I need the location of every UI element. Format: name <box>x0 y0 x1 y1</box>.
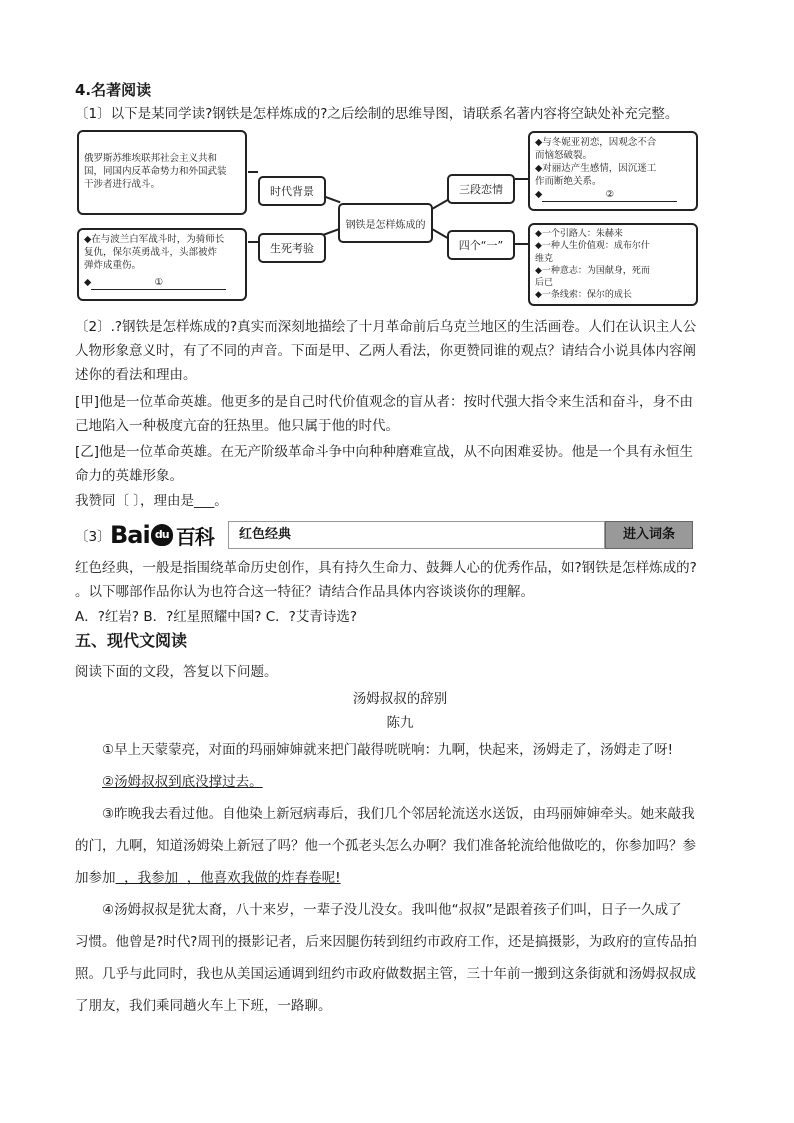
question-4-3-label: 〔3〕 <box>75 529 111 545</box>
paragraph-2-underlined: ②汤姆叔叔到底没撑过去。 <box>102 774 263 790</box>
question-4-2-line1: 〔2〕.?钢铁是怎样炼成的?真实而深刻地描绘了十月革命前后乌克兰地区的生活画卷。人们在认识主人公 <box>75 319 697 335</box>
blank-1: ① <box>91 276 226 290</box>
mind-map <box>75 128 725 308</box>
opinion-yi-line2: 命力的英雄形象。 <box>75 468 183 484</box>
node-life-death-trial: 生死考验 <box>258 233 326 263</box>
underlined-phrase: ，我参加 ，他喜欢我做的炸春卷呢! <box>124 870 341 886</box>
blank-2: ② <box>542 188 677 202</box>
paragraph-4-line2: 习惯。他曾是?时代?周刊的摄影记者，后来因腿伤转到纽约市政府工作，还是搞摄影，为政府的宣传品拍 <box>75 934 697 950</box>
paragraph-1: ①早上天蒙蒙亮，对面的玛丽婶婶就来把门敲得咣咣响：九啊，快起来，汤姆走了，汤姆走了呀! <box>102 742 674 758</box>
red-classic-line1: 红色经典，一般是指围绕革命历史创作，具有持久生命力、鼓舞人心的优秀作品，如?钢铁是怎样炼成的? <box>75 560 697 576</box>
search-input[interactable]: 红色经典 <box>228 521 605 549</box>
question-4-2-line3: 述你的看法和理由。 <box>75 367 197 383</box>
opinion-jia-line2: 己地陷入一种极度亢奋的狂热里。他只属于他的时代。 <box>75 418 399 434</box>
baidu-baike-search-bar <box>75 519 715 551</box>
box-four-ones: ◆一个引路人：朱赫来 ◆一种人生价值观：成布尔什 维克 ◆一种意志：为国献身，死而 后已 ◆一条线索：保尔的成长 <box>528 223 698 306</box>
box-three-loves: ◆与冬妮亚初恋，因观念不合 而恼怒破裂。 ◆对丽达产生感情，因沉迷工 作而断绝关系。 ◆ ② <box>528 131 698 211</box>
agree-answer-line: 我赞同〔 〕，理由是___。 <box>75 493 228 509</box>
reading-intro: 阅读下面的文段，答复以下问题。 <box>75 664 278 680</box>
enter-entry-button[interactable]: 进入词条 <box>605 521 693 549</box>
box-times-background: 俄罗斯苏维埃联邦社会主义共和 国，同国内反革命势力和外国武装 干涉者进行战斗。 <box>77 130 247 215</box>
paragraph-3-line2: 的门，九啊，知道汤姆染上新冠了吗？他一个孤老头怎么办啊？我们准备轮流给他做吃的，你参加吗？参 <box>75 838 696 854</box>
article-title: 汤姆叔叔的辞别 <box>352 691 448 707</box>
baidu-baike-logo: Bai du 百科 <box>110 521 214 549</box>
section-heading-4: 4.名著阅读 <box>75 81 152 99</box>
question-4-1: 〔1〕以下是某同学读?钢铁是怎样炼成的?之后绘制的思维导图，请联系名著内容将空缺处补充完整。 <box>75 106 679 122</box>
node-three-loves: 三段恋情 <box>447 174 515 204</box>
answer-options: A．?红岩? B．?红星照耀中国? C．?艾青诗选? <box>75 609 357 625</box>
opinion-jia-line1: [甲]他是一位革命英雄。他更多的是自己时代价值观念的盲从者：按时代强大指令来生活和奋斗，身不由 <box>75 394 694 410</box>
node-times-background: 时代背景 <box>258 176 326 206</box>
section-heading-5: 五、现代文阅读 <box>75 631 188 650</box>
paragraph-4-line4: 了朋友，我们乘同趟火车上下班，一路聊。 <box>75 998 332 1014</box>
question-4-2-line2: 人物形象意义时，有了不同的声音。下面是甲、乙两人看法，你更赞同谁的观点？请结合小说具体内容阐 <box>75 343 696 359</box>
paragraph-4-line1: ④汤姆叔叔是犹太裔，八十来岁，一辈子没儿没女。我叫他“叔叔”是跟着孩子们叫，日子一久成了 <box>102 902 682 918</box>
paragraph-3-line1: ③昨晚我去看过他。自他染上新冠病毒后，我们几个邻居轮流送水送饭，由玛丽婶婶牵头。她来敲我 <box>102 806 695 822</box>
node-center-title: 钢铁是怎样炼成的 <box>338 203 433 243</box>
opinion-yi-line1: [乙]他是一位革命英雄。在无产阶级革命斗争中向种种磨难宣战，从不向困难妥协。他是一个具有永恒生 <box>75 444 694 460</box>
box-life-death-trial: ◆在与波兰白军战斗时，为骑师长 复仇，保尔英勇战斗，头部被炸 弹炸成重伤。 ◆ ① <box>77 228 247 301</box>
red-classic-line2: 。以下哪部作品你认为也符合这一特征？请结合作品具体内容谈谈你的理解。 <box>75 584 534 600</box>
paragraph-4-line3: 照。几乎与此同时，我也从美国运通调到纽约市政府做数据主管，三十年前一搬到这条街就和汤姆叔叔成 <box>75 966 696 982</box>
paragraph-3-line3: 加参加 ，我参加 ，他喜欢我做的炸春卷呢! <box>75 870 341 886</box>
paw-icon: du <box>151 524 173 546</box>
article-author: 陈九 <box>386 715 414 731</box>
node-four-ones: 四个“一” <box>447 230 515 260</box>
